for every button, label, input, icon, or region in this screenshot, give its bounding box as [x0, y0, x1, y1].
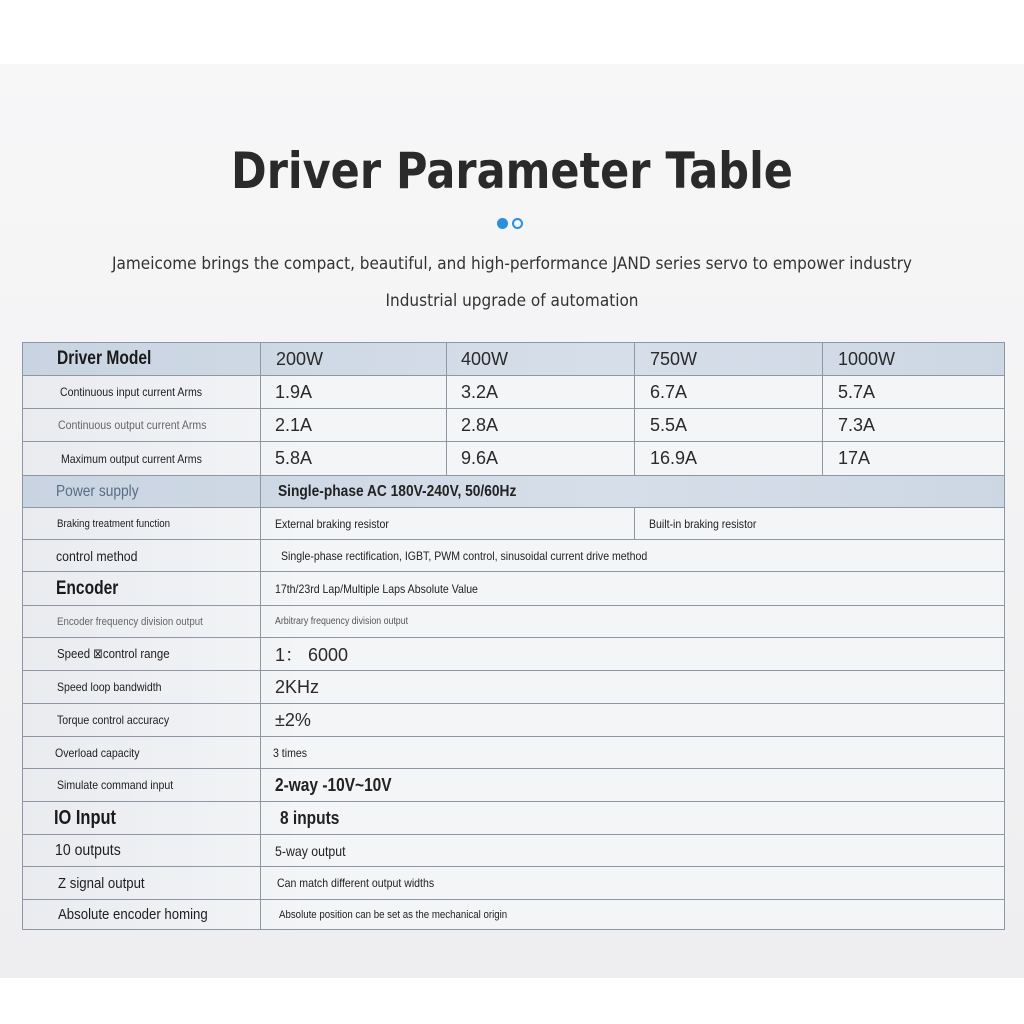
row-label: Absolute encoder homing	[58, 906, 208, 923]
subtitle-line-2: Industrial upgrade of automation	[385, 291, 639, 311]
row-label: Power supply	[56, 482, 139, 500]
value-text: 7.3A	[838, 414, 876, 435]
value-cell	[260, 835, 1004, 866]
row-label: IO Input	[54, 806, 116, 829]
table-row	[23, 704, 1004, 737]
value-cell	[822, 442, 1004, 475]
row-label-cell	[23, 409, 295, 441]
value-cell	[260, 704, 1004, 736]
value-cell	[634, 409, 822, 441]
value-cell	[260, 867, 1004, 899]
row-label: Continuous output current Arms	[58, 418, 207, 432]
table-row	[23, 900, 1004, 929]
table-row	[23, 540, 1004, 572]
value-text: 3 times	[273, 745, 308, 760]
carousel-dot-active[interactable]	[497, 218, 508, 229]
model-header-cell	[822, 343, 1004, 375]
page-title: Driver Parameter Table	[231, 142, 793, 200]
row-label-cell	[23, 606, 294, 637]
value-text: 2.1A	[275, 414, 313, 435]
value-cell	[260, 769, 1004, 801]
value-text: Can match different output widths	[277, 876, 435, 890]
row-label: Maximum output current Arms	[61, 451, 202, 466]
value-text: Single-phase AC 180V-240V, 50/60Hz	[278, 482, 517, 500]
table-row	[23, 376, 1004, 409]
row-label: Speed ⊠control range	[57, 646, 170, 661]
row-label: Simulate command input	[57, 778, 174, 792]
value-text: 5.7A	[838, 381, 876, 402]
value-cell	[260, 442, 446, 475]
value-cell	[260, 508, 634, 539]
value-text: 17th/23rd Lap/Multiple Laps Absolute Value	[275, 581, 478, 596]
value-text: External braking resistor	[275, 516, 389, 531]
value-cell	[260, 737, 1004, 768]
table-row	[23, 802, 1004, 835]
row-label-cell	[23, 835, 292, 866]
table-row	[23, 867, 1004, 900]
parameter-table	[22, 342, 1005, 930]
value-text: Arbitrary frequency division output	[275, 616, 409, 627]
value-text: 2-way -10V~10V	[275, 774, 392, 795]
row-label: Speed loop bandwidth	[57, 680, 162, 694]
row-label-cell	[23, 671, 294, 703]
row-label-cell	[23, 442, 298, 475]
value-cell	[260, 572, 1004, 605]
value-cell	[260, 606, 1004, 637]
row-label-cell	[23, 737, 292, 768]
value-cell	[260, 900, 1004, 929]
value-cell	[260, 671, 1004, 703]
value-text: 5.8A	[275, 448, 313, 468]
row-label: Braking treatment function	[57, 517, 170, 530]
value-text: 5-way output	[275, 842, 346, 859]
value-text: ±2%	[275, 709, 311, 730]
row-label: 10 outputs	[55, 841, 121, 859]
table-header-row	[23, 343, 1004, 376]
row-label-cell	[23, 867, 295, 899]
table-row	[23, 769, 1004, 802]
row-label-cell	[23, 572, 293, 605]
row-label-cell	[23, 900, 295, 929]
value-cell	[260, 409, 446, 441]
row-label: Driver Model	[57, 348, 152, 369]
value-text: 2.8A	[461, 414, 499, 435]
row-label: Overload capacity	[55, 745, 140, 760]
value-text: 3.2A	[461, 381, 499, 402]
table-row	[23, 638, 1004, 671]
value-cell	[634, 376, 822, 408]
value-cell	[446, 409, 634, 441]
value-text: 17A	[838, 448, 871, 468]
model-header-cell	[634, 343, 822, 375]
value-text: Absolute position can be set as the mechanical origin	[279, 908, 508, 921]
value-text: 6.7A	[650, 381, 688, 402]
table-row	[23, 671, 1004, 704]
table-row-power-supply	[23, 476, 1004, 508]
row-label-cell	[23, 343, 294, 375]
row-label: Z signal output	[58, 874, 145, 892]
value-text: 2KHz	[275, 676, 320, 697]
model-header-cell	[260, 343, 446, 375]
value-cell	[634, 508, 1004, 539]
table-row	[23, 409, 1004, 442]
value-cell	[260, 638, 1004, 670]
value-text: 1.9A	[275, 381, 313, 402]
value-text: 9.6A	[461, 448, 499, 468]
value-cell	[260, 376, 446, 408]
model-header-cell	[446, 343, 634, 375]
table-row	[23, 508, 1004, 540]
value-cell	[822, 409, 1004, 441]
table-row	[23, 606, 1004, 638]
table-row	[23, 572, 1004, 606]
value-cell	[634, 442, 822, 475]
value-cell	[260, 540, 1004, 571]
model-label: 1000W	[838, 348, 896, 369]
table-row	[23, 442, 1004, 476]
model-label: 400W	[461, 348, 509, 369]
row-label: control method	[56, 547, 138, 564]
row-label-cell	[23, 508, 294, 539]
value-cell	[446, 376, 634, 408]
model-label: 750W	[650, 348, 698, 369]
row-label-cell	[23, 802, 291, 834]
value-cell	[260, 802, 1004, 834]
value-cell	[822, 376, 1004, 408]
value-cell	[446, 442, 634, 475]
row-label-cell	[23, 540, 293, 571]
value-text: 16.9A	[650, 448, 698, 468]
row-label-cell	[23, 638, 294, 670]
value-text: 8 inputs	[280, 807, 340, 828]
table-row	[23, 835, 1004, 867]
value-text: Single-phase rectification, IGBT, PWM control, sinusoidal current drive method	[281, 548, 648, 563]
value-cell	[260, 476, 1004, 507]
row-label-cell	[23, 704, 294, 736]
carousel-dot-inactive[interactable]	[512, 218, 523, 229]
row-label: Torque control accuracy	[57, 713, 170, 727]
row-label-cell	[23, 476, 293, 507]
value-text: 1： 6000	[275, 645, 349, 665]
carousel-dots	[497, 218, 523, 232]
table-row	[23, 737, 1004, 769]
value-text: 5.5A	[650, 414, 688, 435]
row-label: Continuous input current Arms	[60, 385, 203, 399]
row-label-cell	[23, 769, 294, 801]
subtitle-line-1: Jameicome brings the compact, beautiful, and high-performance JAND series servo to empower industry	[112, 254, 912, 274]
row-label: Encoder	[56, 577, 119, 599]
value-text: Built-in braking resistor	[649, 516, 757, 531]
model-label: 200W	[276, 348, 324, 369]
row-label: Encoder frequency division output	[57, 615, 203, 628]
row-label-cell	[23, 376, 297, 408]
